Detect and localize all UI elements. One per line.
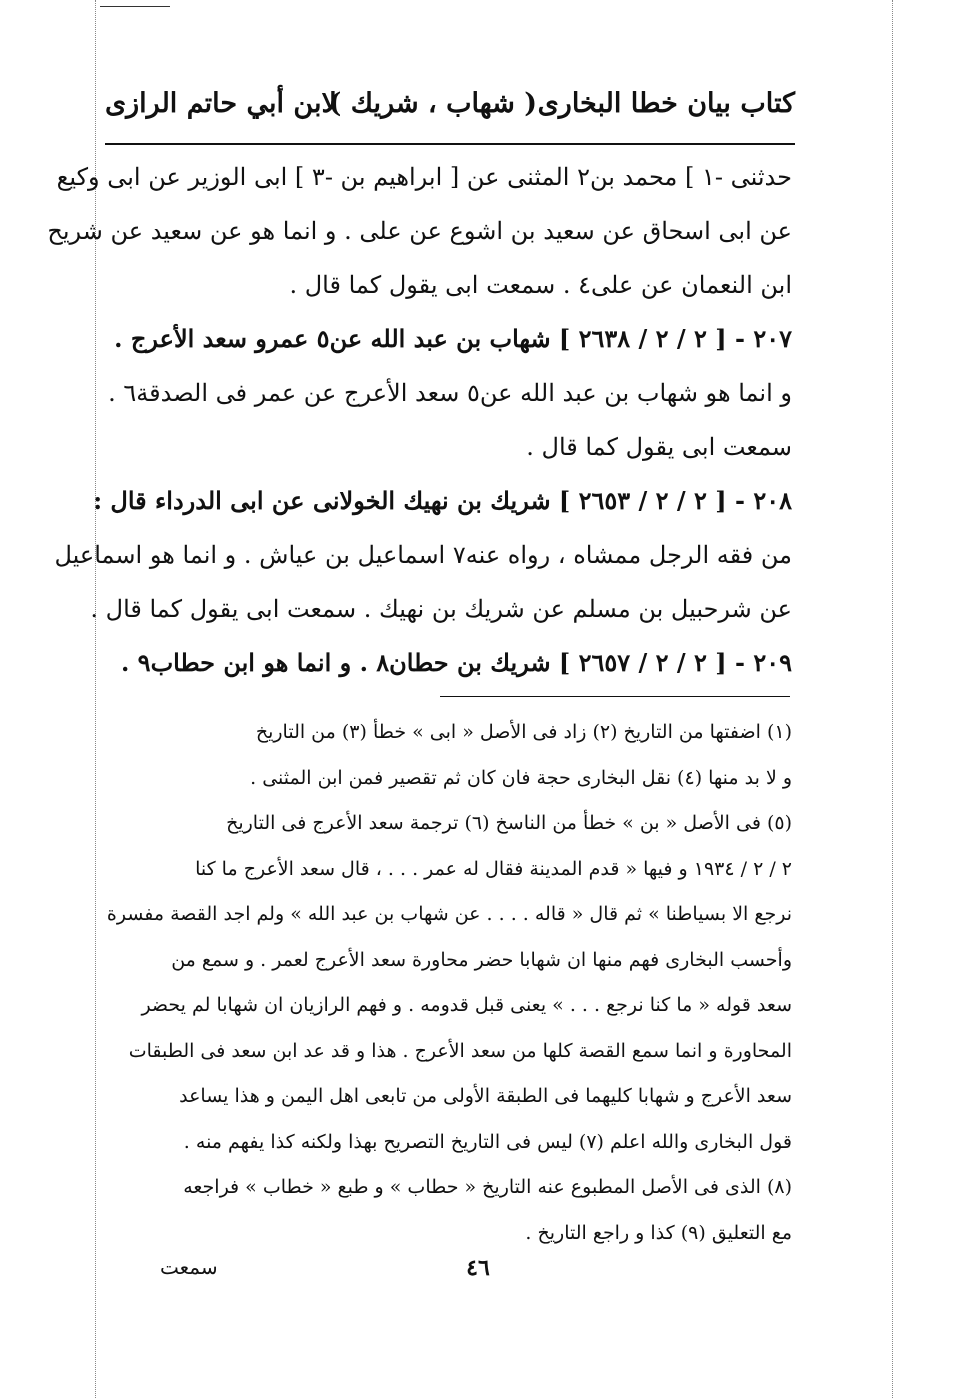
- footnote-line: نرجع الا بسياطنا » ثم قال « قاله . . . . عن شهاب بن عبد الله » ولم اجد القصة مفسرة: [106, 903, 792, 925]
- header-rule: [105, 143, 795, 145]
- header-book-title: كتاب بيان خطا البخارى: [537, 88, 795, 119]
- footnote-line: (٨) الذى فى الأصل المطبوع عنه التاريخ « حطاب » و طبع « خطاب » فراجعه: [183, 1176, 792, 1198]
- footnote-rule: [440, 696, 790, 697]
- footnote-line: سعد قوله « ما كنا نرجع . . . » يعنى قبل قدومه . و فهم الرازيان ان شهابا لم يحضر: [141, 994, 792, 1016]
- header-topic: ( شهاب ، شريك ): [328, 88, 537, 119]
- footnotes: [106, 710, 792, 1256]
- running-header: [105, 82, 795, 138]
- footnote-line: (١) اضفتها من التاريخ (٢) زاد فى الأصل « ابى » خطأ (٣) من التاريخ: [255, 721, 792, 743]
- main-text: [47, 150, 792, 690]
- entry-208: ٢٠٨ - [ ٢ / ٢ / ٢٦٥٣ ] شريك بن نهيك الخولانى عن ابى الدرداء قال :: [93, 486, 792, 515]
- main-line: ابن النعمان عن على٤ . سمعت ابى يقول كما قال .: [289, 271, 792, 299]
- right-margin-dots: [892, 0, 893, 1398]
- footnote-line: مع التعليق (٩) كذا و راجع التاريخ .: [525, 1221, 792, 1244]
- scan-top-rule: [100, 6, 170, 7]
- entry-209: ٢٠٩ - [ ٢ / ٢ / ٢٦٥٧ ] شريك بن حطان٨ . و انما هو ابن حطاب٩ .: [120, 648, 792, 677]
- main-line: سمعت ابى يقول كما قال .: [526, 433, 792, 461]
- page-number: ٤٦: [466, 1255, 490, 1281]
- catchword: سمعت: [160, 1255, 218, 1279]
- footnote-line: (٥) فى الأصل « بن » خطأ من الناسخ (٦) ترجمة سعد الأعرج فى التاريخ: [226, 812, 792, 834]
- footnote-line: قول البخارى والله اعلم (٧) ليس فى التاريخ التصريح بهذا ولكنه كذا يفهم منه .: [183, 1130, 792, 1153]
- footnote-line: وأحسب البخارى فهم منها ان شهابا حضر محاورة سعد الأعرج لعمر . و سمع من: [171, 948, 792, 971]
- main-line: من فقه الرجل ممشاه ، رواه عنه٧ اسماعيل بن عياش . و انما هو اسماعيل: [54, 541, 792, 569]
- main-line: عن شرحبيل بن مسلم عن شريك بن نهيك . سمعت ابى يقول كما قال .: [90, 595, 792, 623]
- footnote-line: المحاورة و انما سمع القصة كلها من سعد الأعرج . هذا و قد عد ابن سعد فى الطبقات: [128, 1039, 792, 1062]
- footnote-line: ٢ / ٢ / ١٩٣٤ و فيها « قدم المدينة فقال له عمر . . . ، قال سعد الأعرج ما كنا: [195, 857, 792, 880]
- main-line: حدثنى -١ ] محمد بن٢ المثنى عن [ ابراهيم بن -٣ ] ابى الوزير عن ابى وكيع: [56, 163, 792, 191]
- main-line: عن ابى اسحاق عن سعيد بن اشوع عن على . و انما هو عن سعيد عن شريح: [47, 217, 792, 245]
- entry-207: ٢٠٧ - [ ٢ / ٢ / ٢٦٣٨ ] شهاب بن عبد الله عن٥ عمرو سعد الأعرج .: [114, 324, 792, 353]
- footnote-line: و لا بد منها (٤) نقل البخارى حجة فان كان ثم تقصير فمن ابن المثنى .: [250, 766, 792, 789]
- footnote-line: سعد الأعرج و شهابا كليهما فى الطبقة الأولى من تابعى اهل اليمن و هذا يساعد: [179, 1085, 792, 1107]
- header-author: لابن أبي حاتم الرازى: [105, 88, 337, 119]
- main-line: و انما هو شهاب بن عبد الله عن٥ سعد الأعرج عن عمر فى الصدقة٦ .: [108, 379, 792, 407]
